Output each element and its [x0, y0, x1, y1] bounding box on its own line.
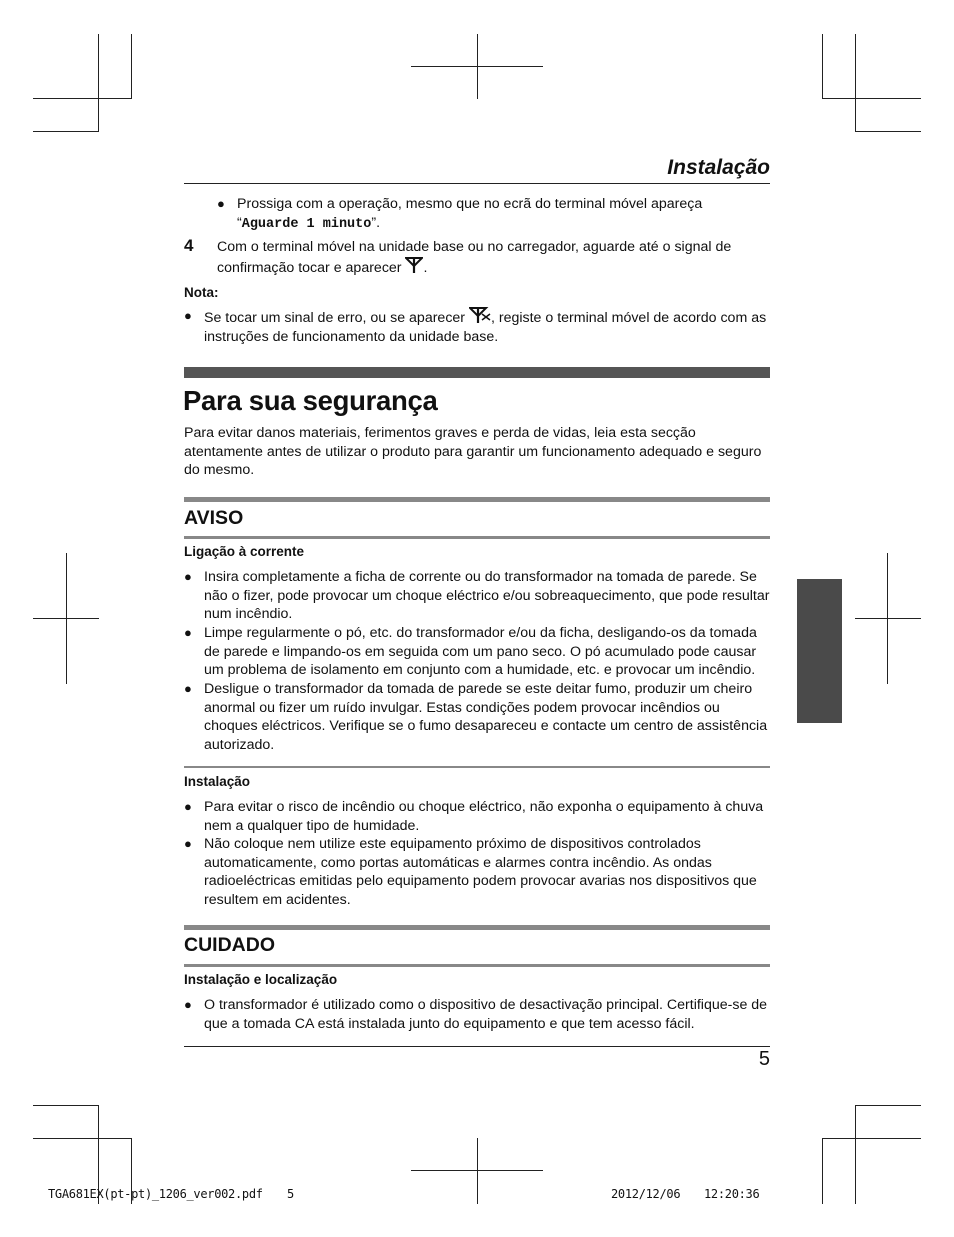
- print-time: 12:20:36: [704, 1187, 760, 1201]
- subsection-rule: [184, 766, 770, 768]
- aviso-rule-bottom: [184, 536, 770, 539]
- print-date: 2012/12/06: [611, 1187, 681, 1201]
- antenna-flashing-icon: [469, 307, 491, 324]
- location-subtitle: Instalação e localização: [184, 972, 338, 987]
- footer-rule: [184, 1046, 770, 1047]
- cuidado-heading: CUIDADO: [184, 934, 275, 956]
- step-text: Com o terminal móvel na unidade base ou no carregador, aguarde até o signal de confirmação tocar e aparecer .: [217, 239, 732, 276]
- antenna-icon: [405, 257, 423, 274]
- cuidado-rule-bottom: [184, 964, 770, 967]
- header-rule: [184, 183, 770, 184]
- display-message: Aguarde 1 minuto: [241, 216, 372, 232]
- step-number: 4: [184, 236, 194, 255]
- section-band: [184, 367, 770, 378]
- print-file-name: TGA681EX(pt-pt)_1206_ver002.pdf: [48, 1187, 263, 1201]
- print-page: 5: [287, 1187, 294, 1201]
- note-label: Nota:: [184, 285, 219, 300]
- install-subtitle: Instalação: [184, 774, 251, 789]
- power-subtitle: Ligação à corrente: [184, 544, 305, 559]
- section-header-title: Instalação: [667, 156, 770, 179]
- aviso-rule-top: [184, 497, 770, 502]
- aviso-heading: AVISO: [184, 507, 244, 529]
- page-number: 5: [758, 1048, 770, 1070]
- cuidado-rule-top: [184, 925, 770, 930]
- intro-paragraph: Para evitar danos materiais, ferimentos graves e perda de vidas, leia esta secção atentamente antes de utilizar o produto para garantir um funcionamento adequado e seguro do mesmo.: [184, 425, 762, 479]
- page-title: Para sua segurança: [183, 385, 438, 416]
- side-tab: [797, 579, 842, 723]
